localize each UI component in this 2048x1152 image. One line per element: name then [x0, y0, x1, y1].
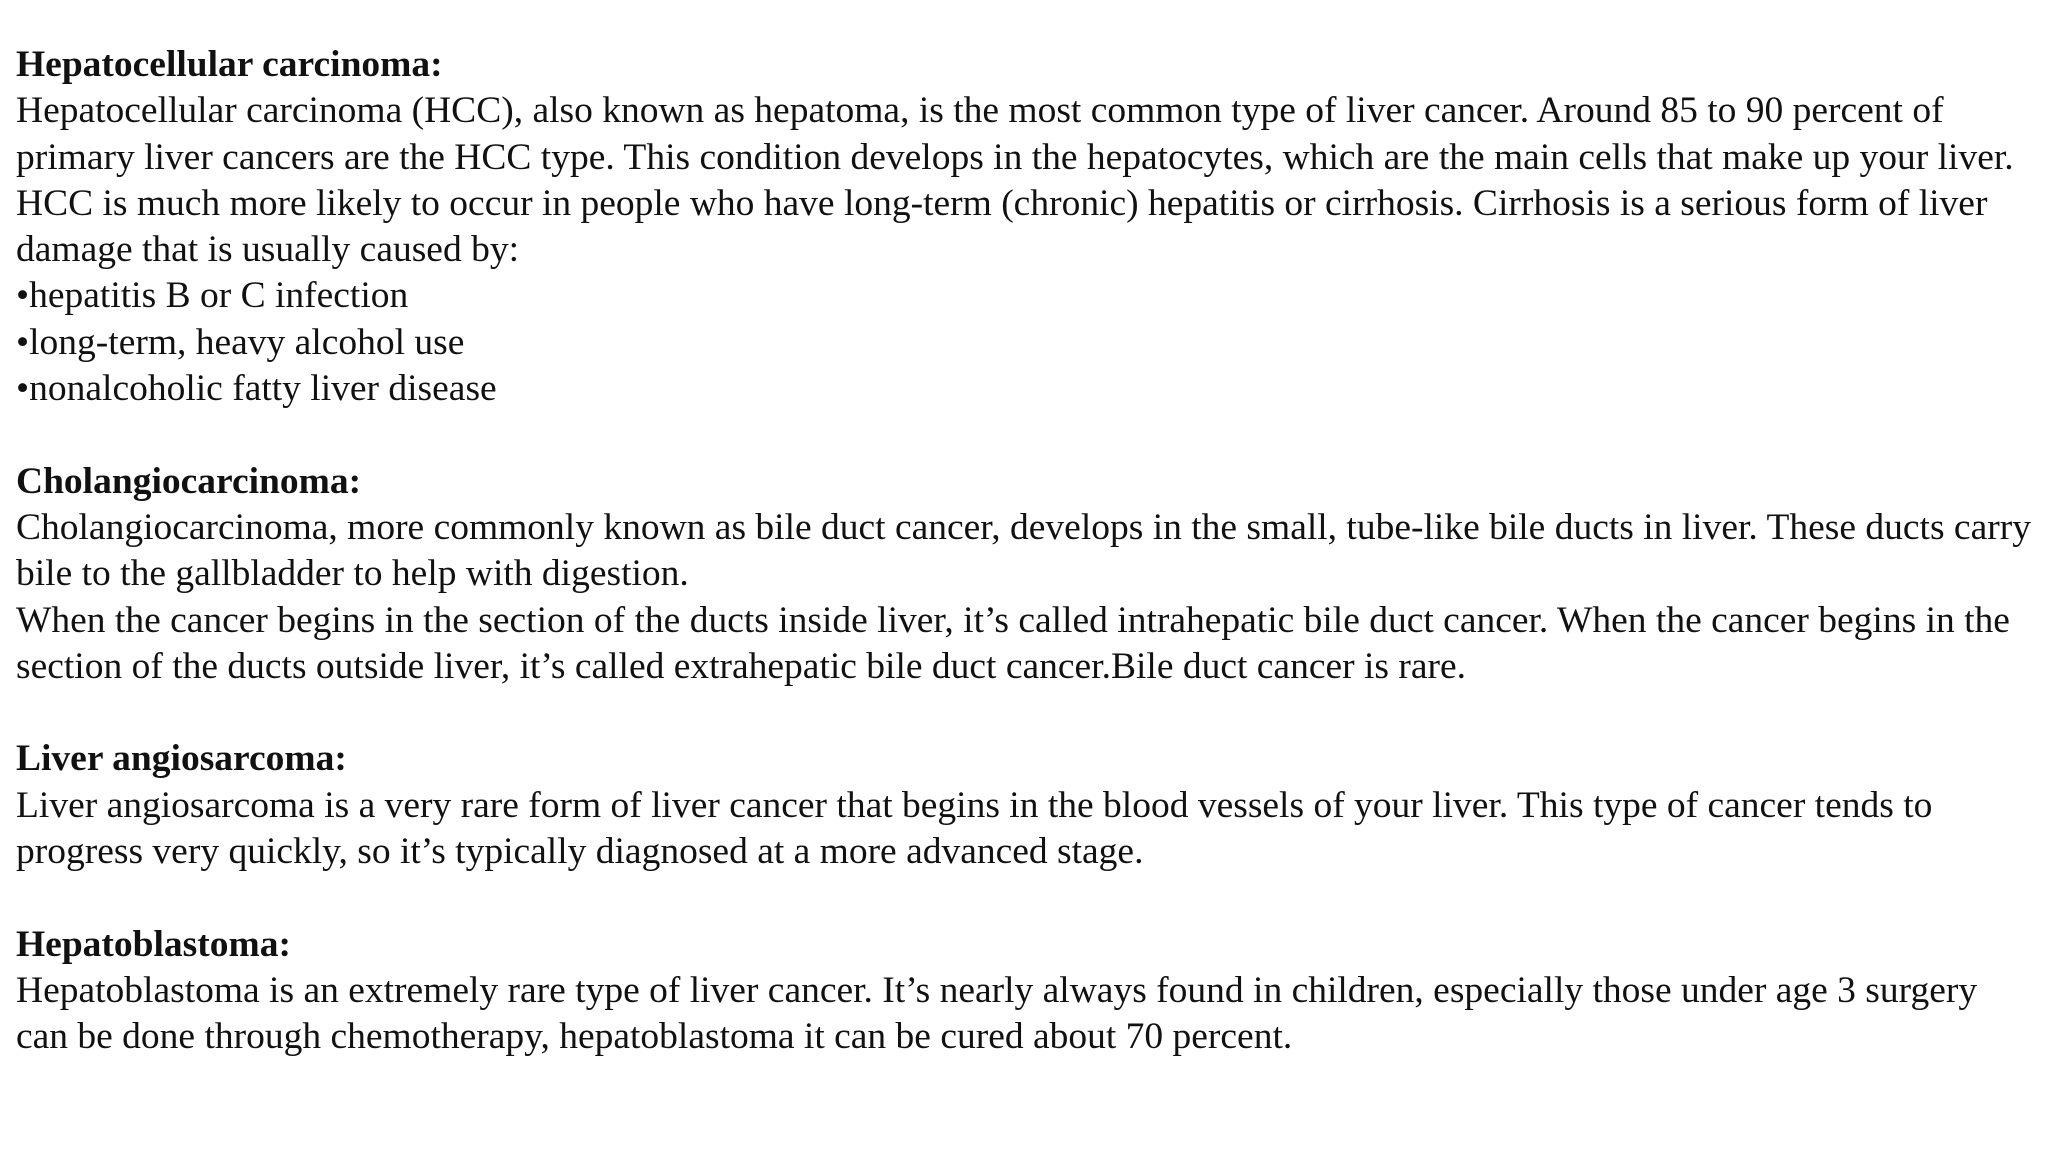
section-heading: Liver angiosarcoma:: [16, 738, 347, 780]
section-paragraph: Hepatocellular carcinoma (HCC), also known as hepatoma, is the most common type of liver cancer. Around 85 to 90 percent of primary liver cancers are the HCC type. This condition develops in the hepatocytes, which are the main cells that make up your liver.: [16, 90, 2014, 178]
cause-list-item: • nonalcoholic fatty liver disease: [16, 366, 2036, 412]
section-paragraph: HCC is much more likely to occur in people who have long-term (chronic) hepatitis or cirrhosis. Cirrhosis is a serious form of liver damage that is usually caused by:: [16, 182, 1988, 271]
section-liver-angiosarcoma: [16, 736, 2036, 875]
section-hepatocellular-carcinoma: [16, 42, 2036, 412]
cause-list-item: • long-term, heavy alcohol use: [16, 320, 2036, 366]
section-heading: Hepatoblastoma:: [16, 923, 291, 965]
section-paragraph: Liver angiosarcoma is a very rare form of liver cancer that begins in the blood vessels of your liver. This type of cancer tends to progress very quickly, so it’s typically diagnosed at a more advanced stage.: [16, 784, 1933, 873]
section-cholangiocarcinoma: [16, 459, 2036, 690]
document-body: [16, 42, 2036, 1061]
section-paragraph: Hepatoblastoma is an extremely rare type of liver cancer. It’s nearly always found in children, especially those under age 3 surgery can be done through chemotherapy, hepatoblastoma it can be cured about 70 percent.: [16, 969, 1978, 1058]
section-hepatoblastoma: [16, 922, 2036, 1061]
section-heading: Cholangiocarcinoma:: [16, 460, 362, 502]
cause-list: [16, 273, 2036, 412]
cause-list-item: • hepatitis B or C infection: [16, 273, 2036, 319]
section-paragraph: Cholangiocarcinoma, more commonly known as bile duct cancer, develops in the small, tube-like bile ducts in liver. These ducts carry bile to the gallbladder to help with digestion.: [16, 506, 2031, 595]
section-paragraph: When the cancer begins in the section of the ducts inside liver, it’s called intrahepatic bile duct cancer. When the cancer begins in the section of the ducts outside liver, it’s called extrahepatic bile duct cancer.Bile duct cancer is rare.: [16, 599, 2010, 687]
section-heading: Hepatocellular carcinoma:: [16, 44, 443, 85]
